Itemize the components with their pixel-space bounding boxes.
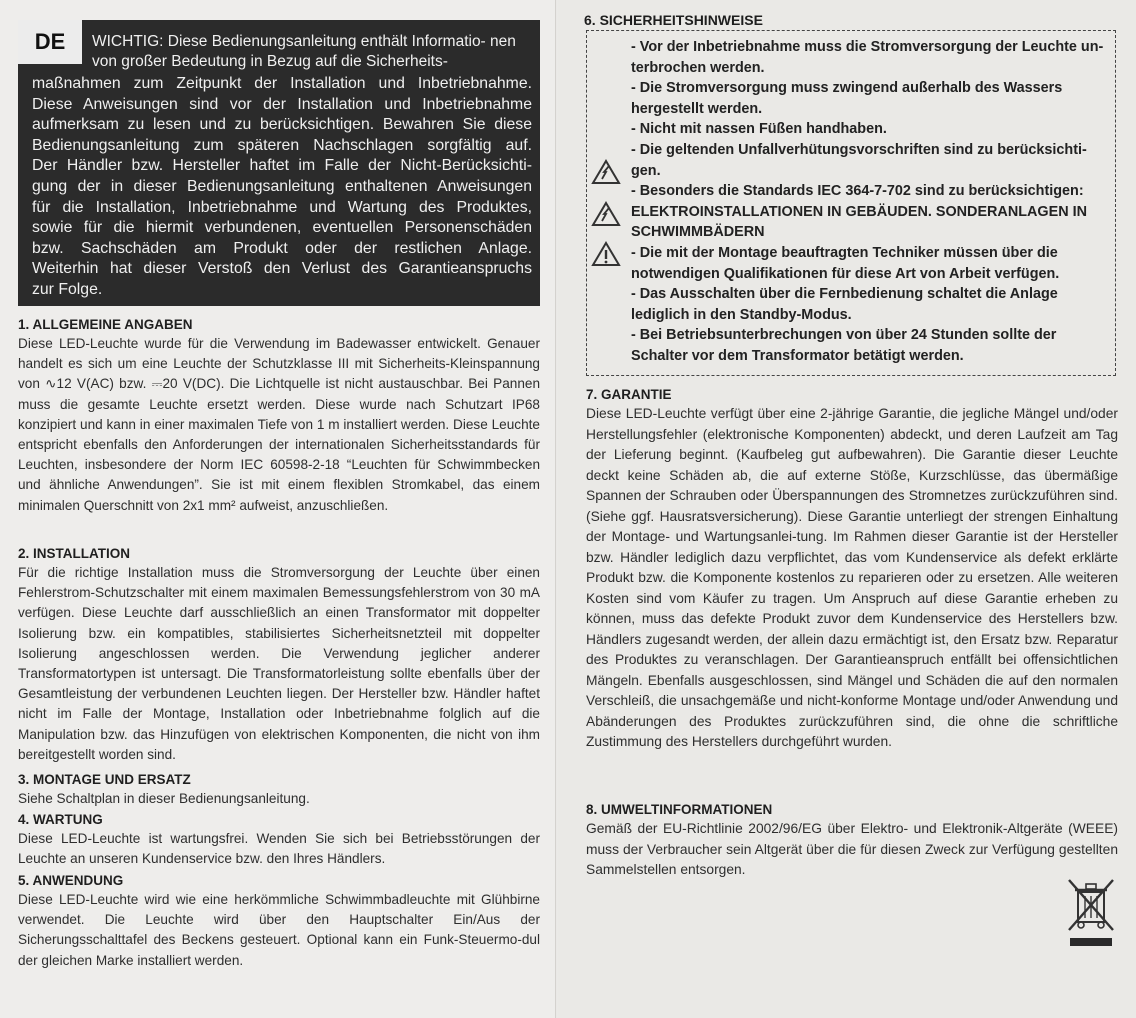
section-text: Diese LED-Leuchte verfügt über eine 2-jährige Garantie, die jegliche Mängel und/oder Herstellungsfehler (elektronische Komponenten) abdeckt, und deren Laufzeit am Tag der Lieferung beginnt. (Kaufbeleg gut aufbewahren). Die Garantie dieser Leuchte deckt keine Schäden ab, die auf externe Stöße, Kurzschlüsse, das übermäßige Spannen der Schrauben oder Überspannungen des Stromnetzes zurückzuführen sind. (Siehe ggf. Hausratsversicherung). Diese Garantie unterliegt der strengen Einhaltung der Montage- und Wartungsanlei-tung. Im Rahmen dieser Garantie ist der Hersteller bzw. Händler lediglich dazu verpflichtet, das vom Kundenservice als defekt erklärte Produkt bzw. die Komponente kostenlos zu reparieren oder zu ersetzen. Alle weiteren Kosten sind vom Käufer zu tragen. Um Anspruch auf diese Garantie erheben zu können, muss das defekte Produkt zuvor dem Kundenservice des Herstellers bzw. Händlers zugesandt werden, der allein dazu ermächtigt ist, den Ersatz bzw. Reparatur des Produktes zu veranschlagen. Der Garantieanspruch entfällt bei offensichtlichen Mängeln. Ebenfalls ausgeschlossen, sind Mängel und Schäden die auf den normalen Verschleiß, die unsachgemäße und nicht-konforme Montage und/oder Anwendung und Abänderungen des Produktes zurückzuführen sind, die ohne die schriftliche Zustimmung des Herstellers durchgeführt wurden. <box>586 406 1118 749</box>
crossed-out-wheelie-bin-icon <box>1066 878 1116 950</box>
safety-line: hergestellt werden. <box>631 100 763 117</box>
safety-line: - Die geltenden Unfallverhütungsvorschriften sind zu berücksichti- <box>631 141 1087 158</box>
section-text: Diese LED-Leuchte wird wie eine herkömmliche Schwimmbadleuchte mit Glühbirne verwendet. Die Leuchte wird über den Hauptschalter Ein/Aus der Sicherungsschalttafel des Beckens gesteuert. Optional kann ein Funk-Steuermo-dul der gleichen Marke installiert werden. <box>18 892 540 968</box>
section-title: 4. WARTUNG <box>18 812 103 827</box>
safety-list <box>631 37 1109 367</box>
safety-line: - Das Ausschalten über die Fernbedienung schaltet die Anlage <box>631 286 1058 303</box>
safety-line: SCHWIMMBÄDERN <box>631 224 765 241</box>
warning-triangle-icon <box>591 201 621 227</box>
safety-line: notwendigen Qualifikationen für diese Art von Arbeit verfügen. <box>631 265 1060 282</box>
warning-triangle-icon <box>591 241 621 267</box>
intro-line: gung der in dieser Bedienungsanleitung enthaltenen Anweisungen <box>32 177 532 195</box>
safety-box <box>586 30 1116 376</box>
intro-line: Diese Anweisungen sind vor der Installation und Inbetriebnahme <box>32 95 532 113</box>
section-title: 8. UMWELTINFORMATIONEN <box>586 802 773 817</box>
section-text: Gemäß der EU-Richtlinie 2002/96/EG über Elektro- und Elektronik-Altgeräte (WEEE) muss der Verbraucher sein Altgerät über die für diesen Zweck zur Verfügung gestellten Sammelstellen entsorgen. <box>586 821 1118 877</box>
safety-line: - Besonders die Standards IEC 364-7-702 sind zu berücksichtigen: <box>631 183 1084 200</box>
section-general <box>18 316 540 516</box>
section-usage <box>18 872 540 971</box>
safety-line: - Die Stromversorgung muss zwingend außerhalb des Wassers <box>631 80 1063 97</box>
intro-line: sowie für die hiermit verbundenen, eventuellen Personenschäden <box>32 219 532 237</box>
safety-line: ELEKTROINSTALLATIONEN IN GEBÄUDEN. SONDERANLAGEN IN <box>631 203 1087 220</box>
intro-line: Der Händler bzw. Hersteller haftet im Falle der Nicht-Berücksichti- <box>32 157 532 175</box>
intro-line: für die Installation, Inbetriebnahme und Wartung des Produktes, <box>32 198 532 216</box>
safety-line: gen. <box>631 162 661 179</box>
section-title: 2. INSTALLATION <box>18 546 130 561</box>
safety-line: - Bei Betriebsunterbrechungen von über 24 Stunden sollte der <box>631 327 1057 344</box>
warning-triangle-icon <box>591 159 621 185</box>
intro-line: maßnahmen zum Zeitpunkt der Installation und Inbetriebnahme. <box>32 75 532 92</box>
intro-line: zur Folge. <box>32 280 103 298</box>
safety-line: - Nicht mit nassen Füßen handhaben. <box>631 121 887 138</box>
section-title: 1. ALLGEMEINE ANGABEN <box>18 317 193 332</box>
safety-line: - Die mit der Montage beauftragten Techniker müssen über die <box>631 244 1058 261</box>
section-assembly <box>18 771 540 809</box>
intro-line: Weiterhin hat dieser Verstoß den Verlust des Garantieanspruchs <box>32 260 532 278</box>
section-text: Diese LED-Leuchte ist wartungsfrei. Wenden Sie sich bei Betriebsstörungen der Leuchte an unseren Kundenservice bzw. den Ihres Händlers. <box>18 831 540 867</box>
safety-title: 6. SICHERHEITSHINWEISE <box>584 12 763 28</box>
intro-line: bzw. Sachschäden am Produkt oder der restlichen Anlage. <box>32 239 532 257</box>
section-title: 7. GARANTIE <box>586 387 672 402</box>
intro-box <box>18 20 540 306</box>
section-warranty <box>586 386 1118 753</box>
section-installation <box>18 545 540 765</box>
language-badge: DE <box>18 20 82 64</box>
safety-line: Schalter vor dem Transformator betätigt werden. <box>631 347 964 364</box>
intro-line: aufmerksam zu lesen und zu berücksichtigen. Bewahren Sie diese <box>32 116 532 134</box>
safety-line: - Vor der Inbetriebnahme muss die Stromversorgung der Leuchte un- <box>631 39 1104 55</box>
intro-text <box>32 74 532 301</box>
intro-line: Bedienungsanleitung zum späteren Nachschlagen sorgfältig auf. <box>32 136 532 154</box>
section-text: Siehe Schaltplan in dieser Bedienungsanleitung. <box>18 791 310 806</box>
section-title: 3. MONTAGE UND ERSATZ <box>18 772 191 787</box>
section-maintenance <box>18 811 540 869</box>
safety-line: lediglich in den Standby-Modus. <box>631 306 852 323</box>
section-text: Für die richtige Installation muss die Stromversorgung der Leuchte über einen Fehlerstrom-Schutzschalter mit einem maximalen Bemessungsfehlerstrom von 30 mA verfügen. Diese Leuchte darf ausschließlich an einen Transformator mit doppelter Isolierung bzw. ein kompatibles, stabilisiertes Sicherheitsnetzteil mit doppelter Isolierung angeschlossen werden. Die Verwendung jeglicher anderer Transformatortypen ist untersagt. Die Transformatorleistung sollte ebenfalls über der Gesamtleistung der verbundenen Leuchten liegen. Der Hersteller bzw. Händler haftet nicht im Falle der Montage, Installation oder Inbetriebnahme folglich auf die Manipulation bzw. das Hinzufügen von elektrischen Komponenten, die nicht von ihm bereitgestellt worden sind. <box>18 565 540 762</box>
section-title: 5. ANWENDUNG <box>18 873 124 888</box>
intro-first-line: WICHTIG: Diese Bedienungsanleitung enthält Informatio- nen von großer Bedeutung in Bezug auf die Sicherheits- <box>92 33 516 70</box>
section-text: Diese LED-Leuchte wurde für die Verwendung im Badewasser entwickelt. Genauer handelt es sich um eine Leuchte der Schutzklasse III mit Sicherheits-Kleinspannung von ∿12 V(AC) bzw. ⎓20 V(DC). Die Lichtquelle ist nicht austauschbar. Bei Pannen muss die gesamte Leuchte ersetzt werden. Diese wurde nach Schutzart IP68 konzipiert und kann in einer maximalen Tiefe von 1 m installiert werden. Diese Leuchte entspricht ebenfalls den Anforderungen der internationalen Sicherheitsstandards für Leuchten, insbesondere der Norm IEC 60598-2-18 “Leuchten für Schwimmbecken und ähnliche Anwendungen”. Sie ist mit einem flexiblen Stromkabel, das einem minimalen Querschnitt von 2x1 mm² aufweist, anzuschließen. <box>18 336 540 513</box>
section-environment <box>586 801 1118 881</box>
safety-line: terbrochen werden. <box>631 59 765 76</box>
